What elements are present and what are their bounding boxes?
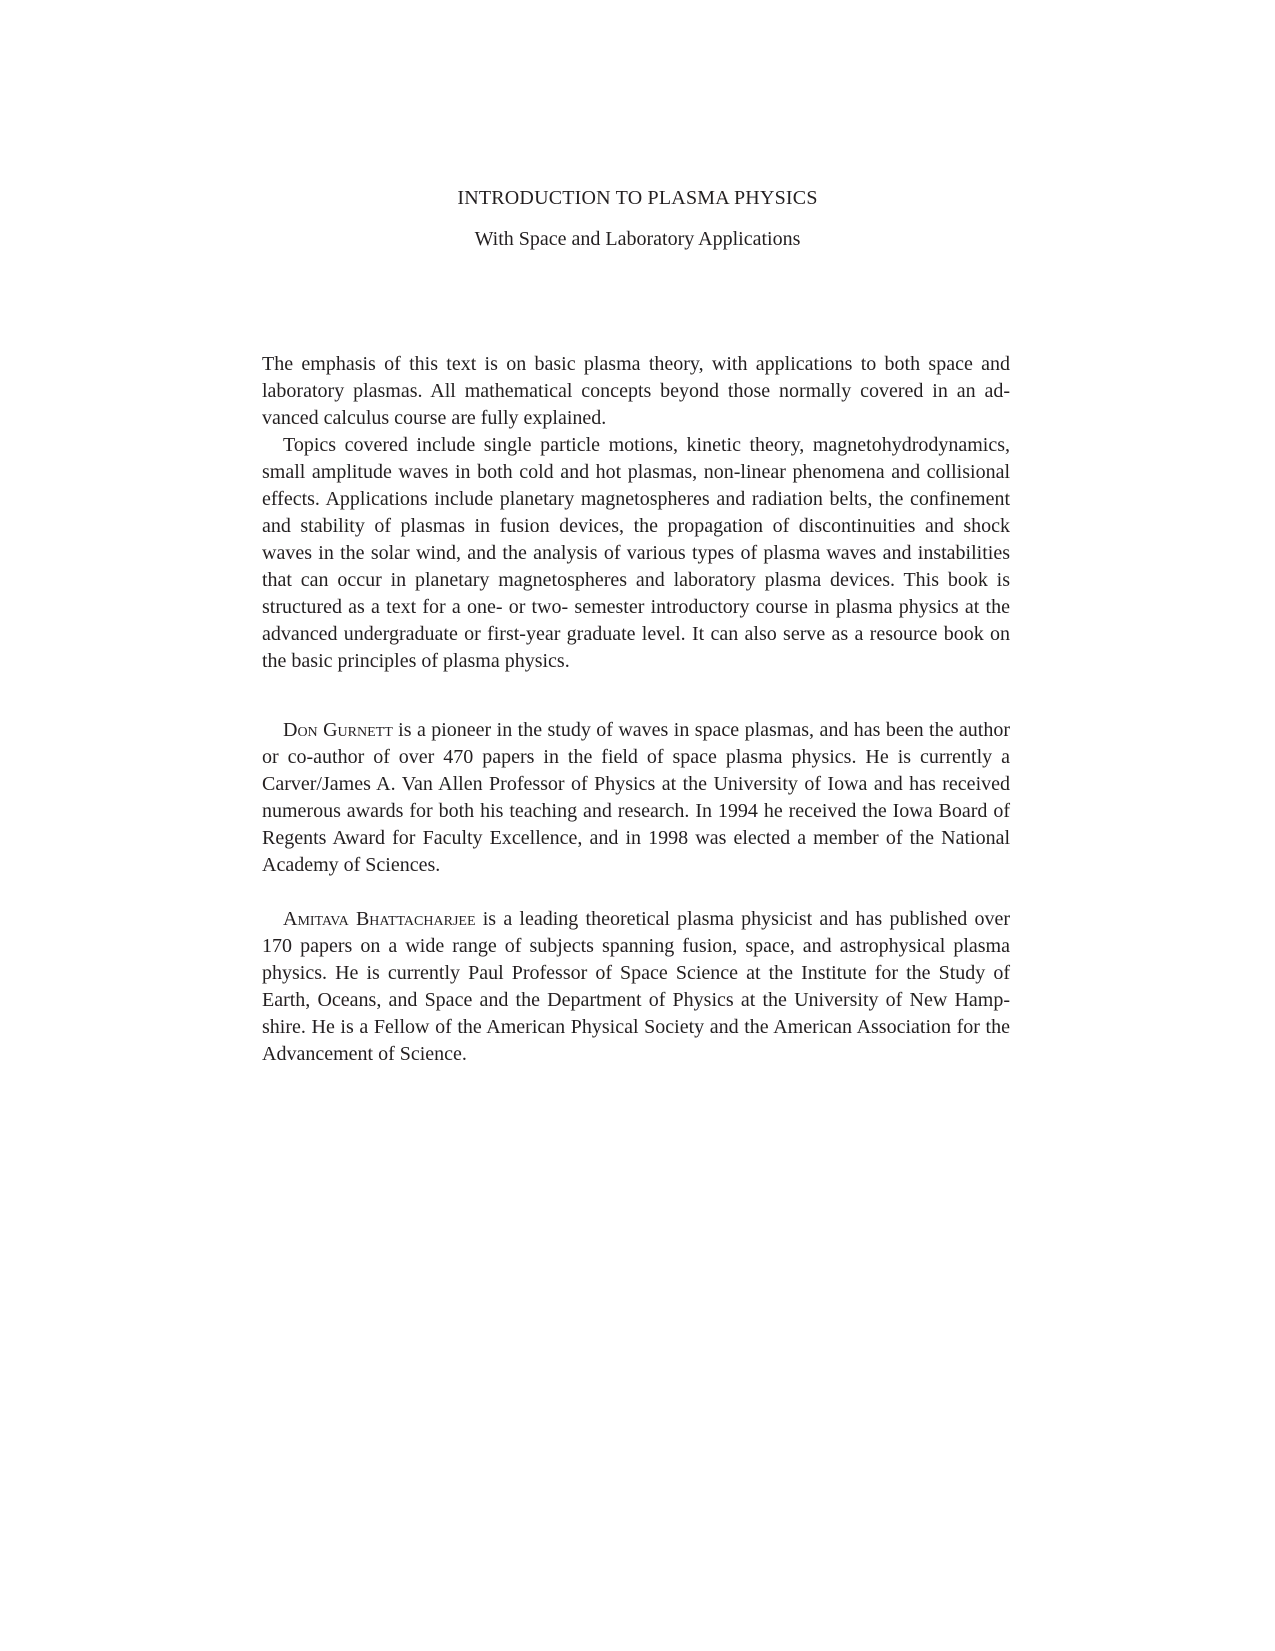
book-description <box>262 351 1010 675</box>
author-name: Don Gurnett <box>283 719 393 741</box>
author-bio-text: is a leading theoretical plasma physicist and has published over 170 papers on a wide range of subjects spanning fusion, space, and astrophysical plasma physics. He is currently Paul Professor of Space Science at the Institute for the Study of Earth, Oceans, and Space and the Department of Physics at the University of New Hampshire. He is a Fellow of the American Physical Society and the American Association for the Advancement of Science. <box>262 908 1010 1065</box>
book-subtitle: With Space and Laboratory Applications <box>474 228 801 250</box>
author-bio-paragraph <box>262 717 1010 879</box>
author-bio-gurnett <box>262 717 1010 879</box>
author-bio-text: is a pioneer in the study of waves in space plasmas, and has been the author or co-author of over 470 papers in the field of space plasma physics. He is currently a Carver/James A. Van Allen Professor of Physics at the University of Iowa and has received numerous awards for both his teaching and research. In 1994 he received the Iowa Board of Regents Award for Faculty Excellence, and in 1998 was elected a member of the National Academy of Sciences. <box>262 719 1010 876</box>
description-paragraph: Topics covered include single particle motions, kinetic theory, magnetohydrodynamics, small amplitude waves in both cold and hot plasmas, non-linear phenomena and collisional effects. Applications include planetary magnetospheres and radiation belts, the confinement and stability of plasmas in fusion devices, the propagation of discontinuities and shock waves in the solar wind, and the analysis of various types of plasma waves and instabilities that can occur in planetary magnetospheres and laboratory plasma devices. This book is structured as a text for a one- or two- semester introductory course in plasma physics at the advanced undergraduate or first-year graduate level. It can also serve as a resource book on the basic principles of plasma physics. <box>262 434 1010 672</box>
author-bio-paragraph <box>262 906 1010 1068</box>
author-name: Amitava Bhattacharjee <box>283 908 476 930</box>
author-bio-bhattacharjee <box>262 906 1010 1068</box>
book-title: INTRODUCTION TO PLASMA PHYSICS <box>457 187 818 209</box>
description-paragraph: The emphasis of this text is on basic plasma theory, with applications to both space and laboratory plasmas. All mathematical concepts beyond those normally covered in an advanced calculus course are fully explained. <box>262 353 1010 429</box>
